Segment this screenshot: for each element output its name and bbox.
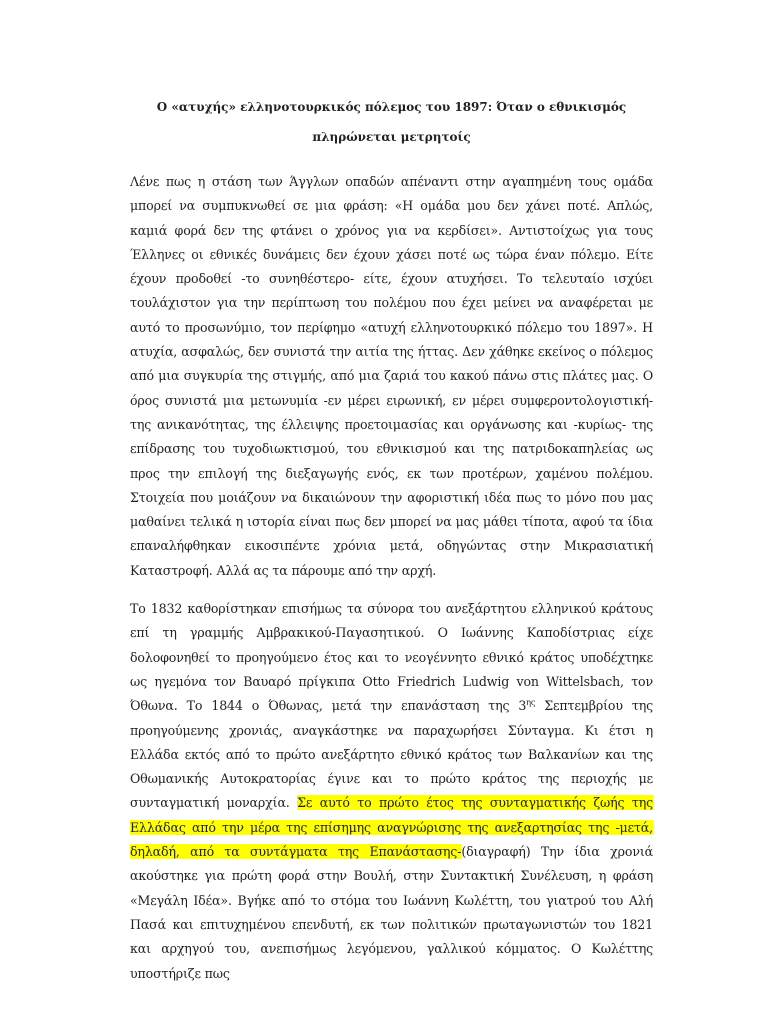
paragraph-2 bbox=[130, 597, 653, 986]
document-title bbox=[130, 92, 653, 152]
title-line-2: πληρώνεται μετρητοίς bbox=[312, 130, 471, 144]
paragraph-2-text-1: Το 1832 καθορίστηκαν επισήμως τα σύνορα του ανεξάρτητου ελληνικού κράτους επί τη γραμμής Αμβρακικού-Παγασητικού. Ο Ιωάννης Καποδίστριας είχε δολοφονηθεί το προηγούμενο έτος και το νεογέννητο εθνικό κράτος υποδέχτηκε ως ηγεμόνα τον Βαυαρό πρίγκιπα Otto Friedrich Ludwig von Wittelsbach, τον Όθωνα. Το 1844 ο Όθωνας, μετά την επανάσταση της 3 bbox=[130, 601, 653, 714]
paragraph-1: Λένε πως η στάση των Άγγλων οπαδών απέναντι στην αγαπημένη τους ομάδα μπορεί να συμπυκνωθεί σε μια φράση: «Η ομάδα μου δεν χάνει ποτέ. Απλώς, καμιά φορά δεν της φτάνει ο χρόνος για να κερδίσει». Αντιστοίχως για τους Έλληνες οι εθνικές δυνάμεις δεν έχουν χάσει ποτέ ως τώρα έναν πόλεμο. Είτε έχουν προδοθεί -το συνηθέστερο- είτε, έχουν ατυχήσει. Το τελευταίο ισχύει τουλάχιστον για την περίπτωση του πολέμου που έχει μείνει να αναφέρεται με αυτό το προσωνύμιο, τον περίφημο «ατυχή ελληνοτουρκικό πόλεμο του 1897». Η ατυχία, ασφαλώς, δεν συνιστά την αιτία της ήττας. Δεν χάθηκε εκείνος ο πόλεμος από μια συγκυρία της στιγμής, από μια ζαριά του κακού πάνω στις πλάτες μας. Ο όρος συνιστά μια μετωνυμία -εν μέρει ειρωνική, εν μέρει συμφεροντολογιστική- της ανικανότητας, της έλλειψης προετοιμασίας και οργάνωσης και -κυρίως- της επίδρασης του τυχοδιωκτισμού, του εθνικισμού και της πατριδοκαπηλείας ως προς την επιλογή της διεξαγωγής ενός, εκ των προτέρων, χαμένου πολέμου. Στοιχεία που μοιάζουν να δικαιώνουν την αφοριστική ιδέα πως το μόνο που μας μαθαίνει τελικά η ιστορία είναι πως δεν μπορεί να μας μάθει τίποτα, αφού τα ίδια επαναλήφθηκαν εικοσιπέντε χρόνια μετά, οδηγώντας στην Μικρασιατική Καταστροφή. Αλλά ας τα πάρουμε από την αρχή. bbox=[130, 174, 653, 578]
paragraph-2-text-2: Σεπτεμβρίου της προηγούμενης χρονιάς, αναγκάστηκε να παραχωρήσει Σύνταγμα. Κι έτσι η Ελλάδα εκτός από το πρώτο ανεξάρτητο εθνικό κράτος των Βαλκανίων και της Οθωμανικής Αυτοκρατορίας έγινε και το πρώτο κράτος της περιοχής με συνταγματική μοναρχία. bbox=[130, 698, 653, 811]
title-line-1: Ο «ατυχής» ελληνοτουρκικός πόλεμος του 1897: Όταν ο εθνικισμός bbox=[156, 100, 627, 114]
paragraph-2-text-3: (διαγραφή) Την ίδια χρονιά ακούστηκε για πρώτη φορά στην Βουλή, στην Συντακτική Συνέλευση, η φράση «Μεγάλη Ιδέα». Βγήκε από το στόμα του Ιωάννη Κωλέττη, του γιατρού του Αλή Πασά και επιτυχημένου επενδυτή, εκ των πολιτικών πρωταγωνιστών του 1821 και αρχηγού του, ανεπισήμως λεγόμενου, γαλλικού κόμματος. Ο Κωλέττης υποστήριζε πως bbox=[130, 844, 653, 981]
ordinal-superscript: ης bbox=[526, 698, 536, 708]
highlighted-passage: Σε αυτό το πρώτο έτος της συνταγματικής ζωής της Ελλάδας από την μέρα της επίσημης αναγνώρισης της ανεξαρτησίας της -μετά, δηλαδή, από τα συντάγματα της Επανάστασης- bbox=[130, 795, 653, 860]
